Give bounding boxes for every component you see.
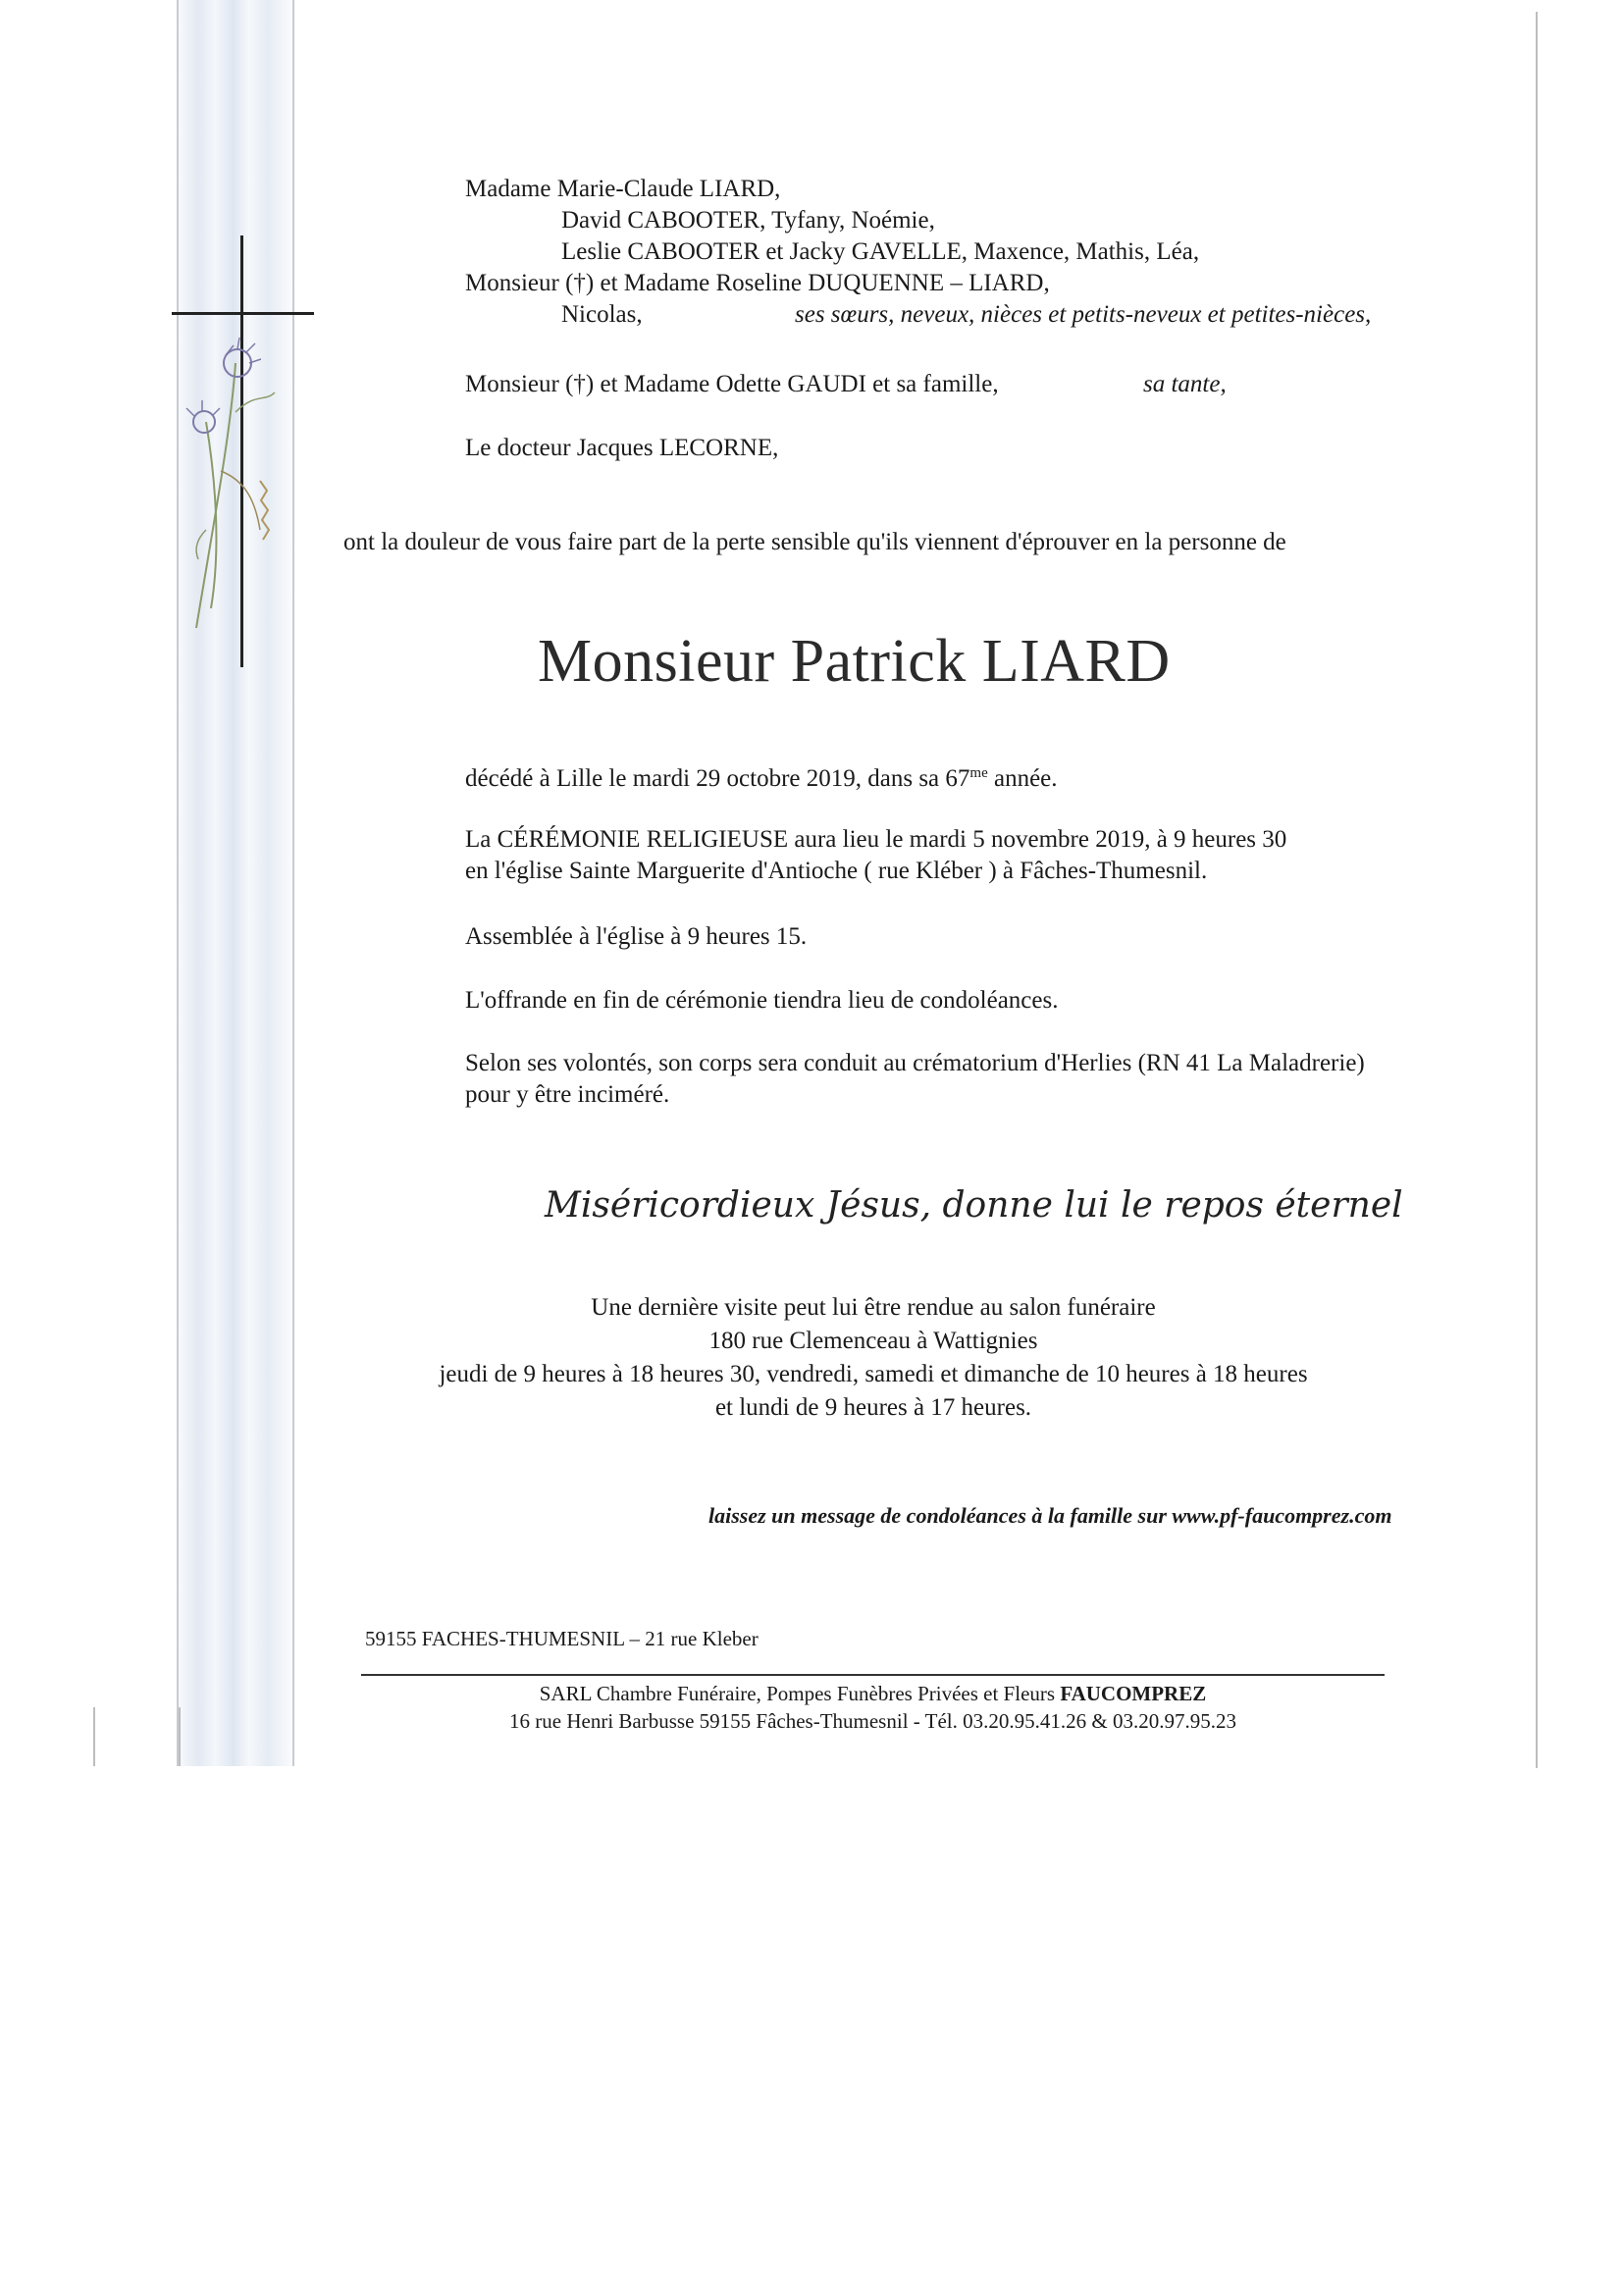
visit-line: Une dernière visite peut lui être rendue au salon funéraire [591,1294,1156,1321]
page-edge-tick [93,1707,95,1766]
flower-icon [177,334,314,648]
visit-line: et lundi de 9 heures à 17 heures. [714,1394,1032,1421]
announcement: ont la douleur de vous faire part de la perte sensible qu'ils viennent d'éprouver en la personne de [343,529,1286,555]
ceremony-line: en l'église Sainte Marguerite d'Antioche ( rue Kléber ) à Fâches-Thumesnil. [465,858,1208,884]
family-line: Monsieur (†) et Madame Odette GAUDI et sa famille, [465,371,999,397]
death-line: décédé à Lille le mardi 29 octobre 2019, dans sa $67^{me}$ année. [465,765,1058,792]
family-line: Nicolas, [561,301,643,328]
decorative-ribbon [177,0,294,1766]
family-relation: sa tante, [1143,371,1227,397]
family-line: Leslie CABOOTER et Jacky GAVELLE, Maxence, Mathis, Léa, [561,238,1200,265]
prayer: Miséricordieux Jésus, donne lui le repos éternel [545,1185,1403,1226]
footer-contact: 16 rue Henri Barbusse 59155 Fâches-Thumesnil - Tél. 03.20.95.41.26 & 03.20.97.95.23 [509,1709,1236,1733]
family-relation: ses sœurs, neveux, nièces et petits-neveux et petites-nièces, [795,301,1372,328]
condolences-link[interactable]: laissez un message de condoléances à la famille sur www.pf-faucomprez.com [708,1503,1392,1528]
wishes-line: pour y être inciméré. [465,1081,670,1108]
family-line: Madame Marie-Claude LIARD, [465,176,781,202]
assembly-line: Assemblée à l'église à 9 heures 15. [465,923,808,950]
family-line: Monsieur (†) et Madame Roseline DUQUENNE – LIARD, [465,270,1050,296]
visit-line: jeudi de 9 heures à 18 heures 30, vendredi, samedi et dimanche de 10 heures à 18 heures [439,1361,1308,1387]
family-line: Le docteur Jacques LECORNE, [465,435,779,461]
visit-line: 180 rue Clemenceau à Wattignies [708,1328,1038,1354]
cross-icon-bar [172,312,314,315]
family-line: David CABOOTER, Tyfany, Noémie, [561,207,935,234]
wishes-line: Selon ses volontés, son corps sera conduit au crématorium d'Herlies (RN 41 La Maladrerie) [465,1050,1365,1076]
address-line: 59155 FACHES-THUMESNIL – 21 rue Kleber [365,1627,759,1650]
footer-company: SARL Chambre Funéraire, Pompes Funèbres Privées et Fleurs FAUCOMPREZ [539,1682,1207,1705]
footer-divider [361,1674,1385,1676]
offering-line: L'offrande en fin de cérémonie tiendra lieu de condoléances. [465,987,1059,1014]
page-edge-tick [179,1707,181,1766]
page-edge-line [1536,12,1538,1768]
deceased-name: Monsieur Patrick LIARD [538,628,1171,695]
ceremony-line: La CÉRÉMONIE RELIGIEUSE aura lieu le mardi 5 novembre 2019, à 9 heures 30 [465,826,1287,853]
